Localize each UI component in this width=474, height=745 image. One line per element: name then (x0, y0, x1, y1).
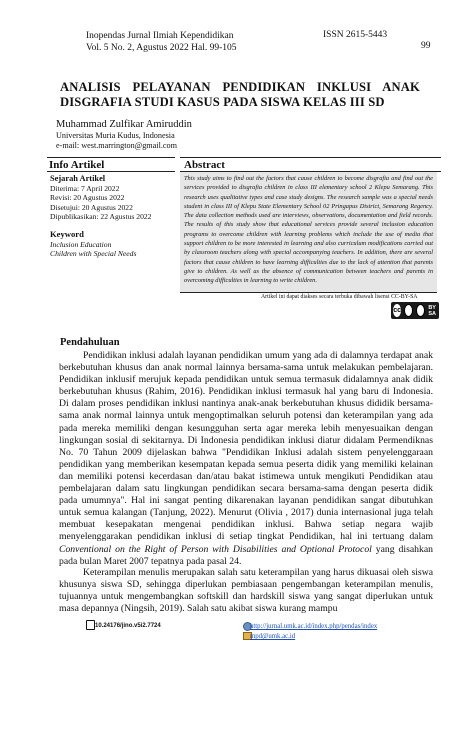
paragraph-2-text: Keterampilan menulis merupakan salah satu keterampilan yang harus dikuasai oleh siswa khusunya siswa SD, sehingga diperlukan pembiasaan pengembangan keterampilan menulis, tujuannya untuk mengembangkan softskill dan hardskill siswa yang sangat diperlukan untuk masa depannya (Ningsih, 2019). Salah satu akibat siswa kurang mampu (59, 567, 433, 615)
section-heading: Pendahuluan (60, 337, 120, 348)
affiliation-block (56, 131, 177, 151)
paragraph-1-end: yang disahkan pada bulan Maret 2007 tepatnya pada pasal 24. (59, 543, 433, 567)
paragraph-1 (59, 350, 433, 568)
issn: ISSN 2615-5443 (323, 30, 388, 40)
cc-by-sa-badge[interactable] (391, 302, 439, 319)
abstract-divider (180, 292, 437, 293)
article-info (47, 157, 175, 302)
running-header (86, 30, 237, 54)
page-footer (0, 619, 474, 649)
author-name: Muhammad Zulfikar Amiruddin (56, 119, 192, 130)
attribution-icon (404, 304, 413, 317)
abstract-heading: Abstract (180, 157, 441, 172)
revised-date: Revisi: 20 Agustus 2022 (50, 193, 125, 203)
received-date: Diterima: 7 April 2022 (50, 183, 120, 193)
keyword-1: Inclusion Education (50, 239, 112, 249)
license-note: Artikel ini dapat diakses secara terbuka dibawah lisensi CC-BY-SA (261, 294, 418, 300)
paragraph-2 (59, 567, 433, 615)
history-label: Sejarah Artikel (50, 174, 106, 183)
abstract-text: This study aims to find out the factors that cause children to become disgrafia and find out the services provided to disgrafia children in class III elementary school 2 Klepu Semarang. This research uses qualitative types and case study designs. The research sample was a special needs student in class III of Klepu State Elementary School 02 Pringapus District, Semarang Regency. The data collection methods used are interviews, observations, documentation and field records. The results of this study show that educational services provide several inclusion education programs to overcome children with learning problems which include the use of media that support children to be more interested in learning and also curriculum modifications carried out by classroom teachers along with special accompanying teachers. In addition, there are several factors that cause children to have learning difficulties due to the lack of attention that parents give to children. As well as the absence of communication between teachers and parents in overcoming difficulties in learning to write children. (180, 172, 437, 292)
published-date: Dipublikasikan: 22 Agustus 2022 (50, 212, 152, 222)
journal-name: Inopendas Jurnal Ilmiah Kependidikan (86, 31, 234, 41)
keyword-2: Children with Special Needs (50, 249, 137, 259)
doi-icon (86, 620, 95, 630)
title-line-2: DISGRAFIA STUDI KASUS PADA SISWA KELAS III SD (60, 95, 385, 109)
title-line-1: ANALISIS PELAYANAN PENDIDIKAN INKLUSI ANAK (60, 80, 420, 94)
doi-link[interactable]: 10.24176/jino.v5i2.7724 (95, 623, 161, 629)
paragraph-1-text: Pendidikan inklusi adalah layanan pendidikan umum yang ada di dalamnya terdapat anak berkebutuhan khusus dan anak normal lainnya bersama-sama untuk melakukan pembelajaran. Pendidikan inklusif merujuk kepada pendidikan untuk semua termasuk didalamnya anak didik berkebutuhan khusus (Rahim, 2016). Pendidikan inklusi termasuk hal yang baru di Indonesia. Di dalam proses pendidikan inklusi nantinya anak-anak berkebutuhan khusus dididik bersama-sama anak normal lainnya untuk mengoptimalkan seluruh potensi dan keterampilan yang ada pada mereka memiliki dengan kesungguhan serta agar mereka lebih menyesuaikan dengan lingkungan sosial di sekitarnya. Di Indonesia pendidikan inklusi diatur didalam Permendiknas No. 70 Tahun 2009 dijelaskan bahwa "Pendidikan Inklusi adalah sistem penyelenggaraan pendidikan yang memberikan kesempatan kepada semua peserta didik yang memiliki kelainan dan memiliki potensi kecerdasan dan/atau bakat istimewa untuk mengikuti Pendidikan atau pembelajaran dalam satu lingkungan pendidikan secara bersama-sama dengan peserta didik pada umumnya". Hal ini sangat penting dikarenakan layanan pendidikan sangat dibutuhkan untuk semua kalangan (Tanjung, 2022). Menurut (Olivia , 2017) dunia internasional juga telah membuat kesepakatan mengenai pendidikan inklusi. Bahwa setiap negara wajib menyelenggarakan pendidikan inklusi di setiap tingkat Pendidikan, hal ini tertuang dalam (59, 350, 433, 543)
accepted-date: Disetujui: 20 Agustus 2022 (50, 202, 133, 212)
article-info-heading: Info Artikel (47, 157, 175, 172)
keyword-label: Keyword (50, 228, 84, 239)
page-number: 99 (421, 41, 431, 51)
article-title (60, 80, 420, 110)
cc-badge-label: BY SA (428, 304, 436, 317)
volume-info: Vol. 5 No. 2, Agustus 2022 Hal. 99-105 (86, 43, 237, 53)
convention-title: Conventional on the Right of Person with Disabilities and Optional Protocol (59, 543, 372, 555)
share-alike-icon (416, 304, 425, 317)
affiliation: Universitas Muria Kudus, Indonesia (56, 131, 175, 140)
author-email: e-mail: west.marrington@gmail.com (56, 141, 177, 150)
journal-email-link[interactable]: mpd@umk.ac.id (250, 633, 296, 640)
creative-commons-icon: cc (393, 304, 401, 317)
journal-url-link[interactable]: http://jurnal.umk.ac.id/index.php/pendas/index (250, 623, 378, 630)
